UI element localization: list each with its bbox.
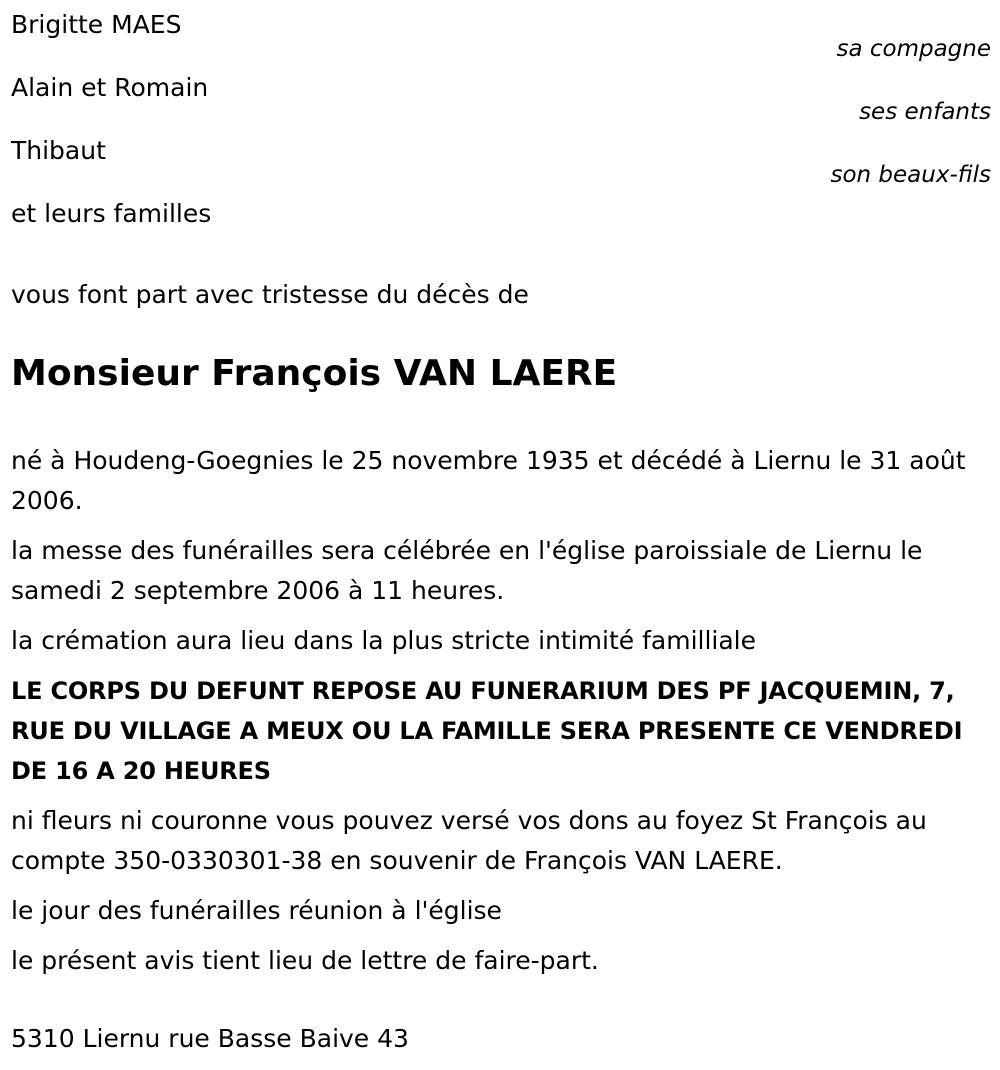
donation-paragraph: ni fleurs ni couronne vous pouvez versé vos dons au foyez St François au compte 350-0330301-38 en souvenir de François VAN LAERE.	[11, 806, 927, 875]
family-member-name: Alain et Romain	[11, 73, 209, 102]
cremation-paragraph: la crémation aura lieu dans la plus stricte intimité familliale	[11, 626, 756, 655]
announcement-body	[11, 441, 991, 991]
family-member-relation: sa compagne	[836, 36, 991, 62]
deceased-name-heading: Monsieur François VAN LAERE	[11, 353, 618, 394]
family-member-relation: ses enfants	[859, 99, 991, 125]
notice-paragraph: le présent avis tient lieu de lettre de faire-part.	[11, 946, 599, 975]
birth-death-paragraph: né à Houdeng-Goegnies le 25 novembre 1935 et décédé à Liernu le 31 août 2006.	[11, 446, 966, 515]
family-member-name: Thibaut	[11, 136, 106, 165]
family-member-row	[11, 189, 991, 251]
family-member-row	[11, 126, 991, 188]
family-list	[11, 0, 991, 240]
announcement-intro: vous font part avec tristesse du décès de	[11, 280, 529, 309]
funerarium-notice-paragraph: LE CORPS DU DEFUNT REPOSE AU FUNERARIUM DES PF JACQUEMIN, 7, RUE DU VILLAGE A MEUX OU LA FAMILLE SERA PRESENTE CE VENDREDI DE 16 A 20 HEURES	[11, 677, 963, 785]
family-member-name: et leurs familles	[11, 199, 212, 228]
family-member-relation: son beaux-fils	[830, 162, 991, 188]
family-member-row	[11, 63, 991, 125]
family-member-name: Brigitte MAES	[11, 10, 182, 39]
funeral-mass-paragraph: la messe des funérailles sera célébrée en l'église paroissiale de Liernu le samedi 2 septembre 2006 à 11 heures.	[11, 536, 923, 605]
family-address: 5310 Liernu rue Basse Baive 43	[11, 1024, 409, 1053]
family-member-row	[11, 0, 991, 62]
church-meeting-paragraph: le jour des funérailles réunion à l'église	[11, 896, 502, 925]
